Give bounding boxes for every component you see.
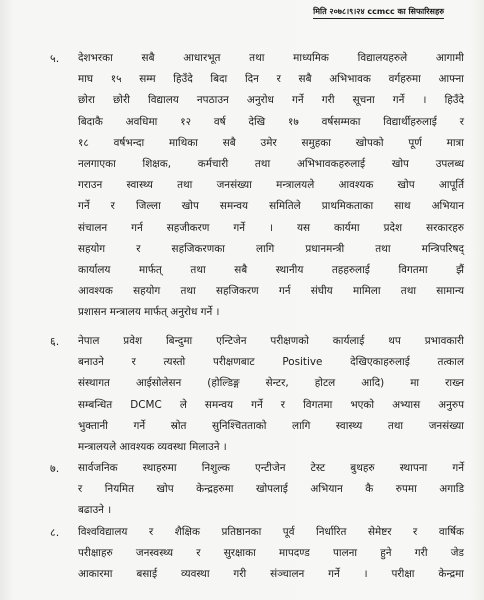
item-number: ७.	[50, 462, 60, 475]
text-line: बढाउने ।	[78, 504, 112, 517]
text-line: आकारमा बसाई व्यवस्था गरी संञ्चालन गर्ने । परीक्षा केन्द्रमा	[78, 568, 464, 581]
item-text	[78, 458, 464, 522]
text-line: देशभरका सबै आधारभूत तथा माध्यमिक विद्यालयहरुले आगामी	[78, 52, 464, 64]
text-line: मन्त्रालयले आवश्यक व्यवस्था मिलाउने ।	[78, 441, 227, 454]
item-number: ६.	[50, 335, 60, 348]
text-line: गर्ने र जिल्ला खोप समन्वय समितिले प्राथमिकताका साथ अभियान	[78, 200, 464, 213]
text-line: सहयोग र सहजिकरणका लागि प्रधानमन्त्री तथा मन्त्रिपरिषद्	[78, 242, 464, 255]
text-line: र नियमित खोप केन्द्रहरुमा खोपलाई अभियान कै रुपमा अगाडि	[78, 483, 464, 496]
text-line: बिदाकै अवधिमा १२ वर्ष देखि १७ वर्षसम्मका विद्यार्थीहरुलाई र	[78, 115, 464, 128]
text-line: सम्बन्धित DCMC ले समन्वय गर्ने र विगतमा भएको अभ्यास अनुरुप	[78, 398, 464, 411]
text-line: विश्वविद्यालय र शैक्षिक प्रतिष्ठानका पूर्व निर्धारित सेमेष्टर र वार्षिक	[78, 526, 464, 538]
item-number: ५.	[50, 52, 60, 65]
text-line: गराउन स्वास्थ्य तथा जनसंख्या मन्त्रालयले आवश्यक खोप आपूर्ति	[78, 179, 464, 192]
text-line: माघ १५ सम्म हिउँदे बिदा दिन र सबै अभिभावक वर्गहरुमा आफ्ना	[78, 73, 464, 86]
item-text	[78, 522, 464, 586]
text-line: छोरा छोरी विद्यालय नपठाउन अनुरोध गर्ने गरी सूचना गर्ने । हिउँदे	[78, 94, 464, 107]
item-number: ८.	[50, 526, 60, 539]
text-line: भुक्तानी गर्ने स्रोत सुनिश्चितताको लागि स्वास्थ्य तथा जनसंख्या	[78, 419, 464, 432]
text-line: संचालन गर्न सहजीकरण गर्ने । यस कार्यमा प्रदेश सरकारहरु	[78, 221, 464, 234]
text-line: सार्वजनिक स्थाहरुमा निशुल्क एन्टीजेन टेस्ट बुथहरु स्थापना गर्ने	[78, 462, 464, 474]
text-line: संस्थागत आईसोलेसन (होल्डिङ्ग सेन्टर, होटल आदि) मा राख्न	[78, 377, 464, 390]
text-line: आवश्यक सहयोग तथा सहजिकरण गर्न संघीय मामिला तथा सामान्य	[78, 285, 464, 298]
item-text	[78, 48, 464, 324]
text-line: परीक्षाहरु जनस्वस्थ्य र सुरक्षाका मापदण्ड पालना हुने गरी जेड	[78, 547, 464, 560]
text-line: प्रशासन मन्त्रालय मार्फत् अनुरोध गर्ने ।	[78, 306, 220, 319]
text-line: नेपाल प्रवेश बिन्दुमा एन्टिजेन परीक्षणको कार्यलाई थप प्रभावकारी	[78, 335, 464, 347]
item-text	[78, 331, 464, 458]
list-item-6	[50, 331, 464, 458]
list-item-7	[50, 458, 464, 522]
header-date-label: मिति २०७८।९।२४ ccmcc का सिफारिसहरु	[313, 6, 444, 19]
text-line: १८ वर्षभन्दा माथिका सबै उमेर समुहका खोपको पूर्ण मात्रा	[78, 136, 464, 149]
text-line: कार्यालय मार्फत् तथा सबै स्थानीय तहहरुलाई विगतमा झैं	[78, 264, 464, 277]
text-line: नलगाएका शिक्षक, कर्मचारी तथा अभिभावकहरुलाई खोप उपलब्ध	[78, 158, 464, 171]
list-item-8	[50, 522, 464, 586]
text-line: बनाउने र त्यस्तो परीक्षणबाट Positive देखिएकाहरुलाई तत्काल	[78, 356, 464, 369]
list-item-5	[50, 48, 464, 324]
